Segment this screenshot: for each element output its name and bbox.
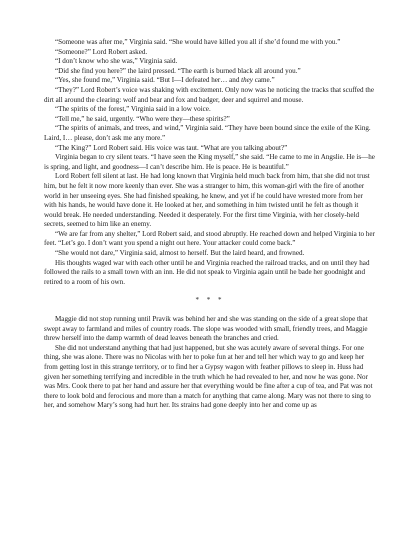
paragraph: Lord Robert fell silent at last. He had long known that Virginia held much back from him, that she did not trust him, but he felt it now more keenly than ever. She was a stranger to him, this woman-girl with the fire of another world in her unseeing eyes. She had finished speaking, he knew, and yet if he could have wrested more from her with his hands, he would have done it. He looked at her, and something in him twisted until he felt as though it would break. He needed understanding. Needed it desperately. For the first time Virginia, with her closely-held secrets, seemed to him like an enemy. [44, 172, 370, 229]
section-one [44, 38, 376, 287]
paragraph: “Tell me,” he said, urgently. “Who were they—these spirits?” [55, 114, 230, 123]
paragraph: “She would not dare,” Virginia said, almost to herself. But the laird heard, and frowned. [55, 249, 305, 258]
paragraph: “Did she find you here?” the laird pressed. “The earth is burned black all around you.” [55, 66, 301, 75]
paragraph: She did not understand anything that had just happened, but she was acutely aware of several things. For one thing, she was alone. There was no Nicolas with her to poke fun at her and tell her which way to go and keep her from getting lost in this strange territory, or to find her a Gypsy wagon with feather pillows to sleep in. Huss had given her something terrifying and incredible in the truth which he had revealed to her, and now he was gone. Nor was Mrs. Cook there to pat her hand and assure her that everything would be fine after a cup of tea, and Pat was not there to look bold and ferocious and more than a match for anything that came along. Mary was not there to sing to her, and somehow Mary’s song had hurt her. Its strains had gone deeply into her and come up as [44, 343, 373, 410]
paragraph: “The spirits of animals, and trees, and wind,” Virginia said. “They have been bound since the exile of the King. Laird, I… please, don’t ask me any more.” [44, 124, 371, 142]
paragraph: “Someone was after me,” Virginia said. “She would have killed you all if she’d found me with you.” [55, 38, 341, 46]
paragraph: “They?” Lord Robert’s voice was shaking with excitement. Only now was he noticing the tracks that scuffed the dirt all around the clearing: wolf and bear and fox and badger, deer and squirrel and mouse. [44, 85, 374, 104]
paragraph: “Someone?” Lord Robert asked. [55, 47, 148, 56]
paragraph: “We are far from any shelter,” Lord Robert said, and stood abruptly. He reached down and helped Virginia to her feet. “Let’s go. I don’t want you spend a night out here. Your attacker could come back.” [44, 229, 375, 248]
paragraph: “Yes, she found me,” Virginia said. “But I—I defeated her… and they came.” [55, 76, 275, 85]
paragraph: Maggie did not stop running until Pravik was behind her and she was standing on the side of a great slope that swept away to farmland and miles of country roads. The slope was wooded with small, friendly trees, and Maggie threw herself into the damp warmth of dead leaves beneath the branches and cried. [44, 315, 368, 343]
paragraph: His thoughts waged war with each other until he and Virginia reached the railroad tracks, and on until they had followed the rails to a small town with an inn. He did not speak to Virginia again until he bade her goodnight and retired to a room of his own. [44, 258, 370, 286]
section-two [44, 315, 376, 411]
paragraph: “The King?” Lord Robert said. His voice was taut. “What are you talking about?” [55, 143, 288, 152]
paragraph: Virginia began to cry silent tears. “I have seen the King myself,” she said. “He came to me in Angslie. He is—he is spring, and light, and goodness—I can’t describe him. He is peace. He is beautiful.” [44, 153, 375, 171]
scene-break: * * * [195, 296, 225, 305]
paragraph: “I don’t know who she was,” Virginia said. [55, 57, 178, 66]
paragraph: “The spirits of the forest,” Virginia said in a low voice. [55, 105, 211, 114]
